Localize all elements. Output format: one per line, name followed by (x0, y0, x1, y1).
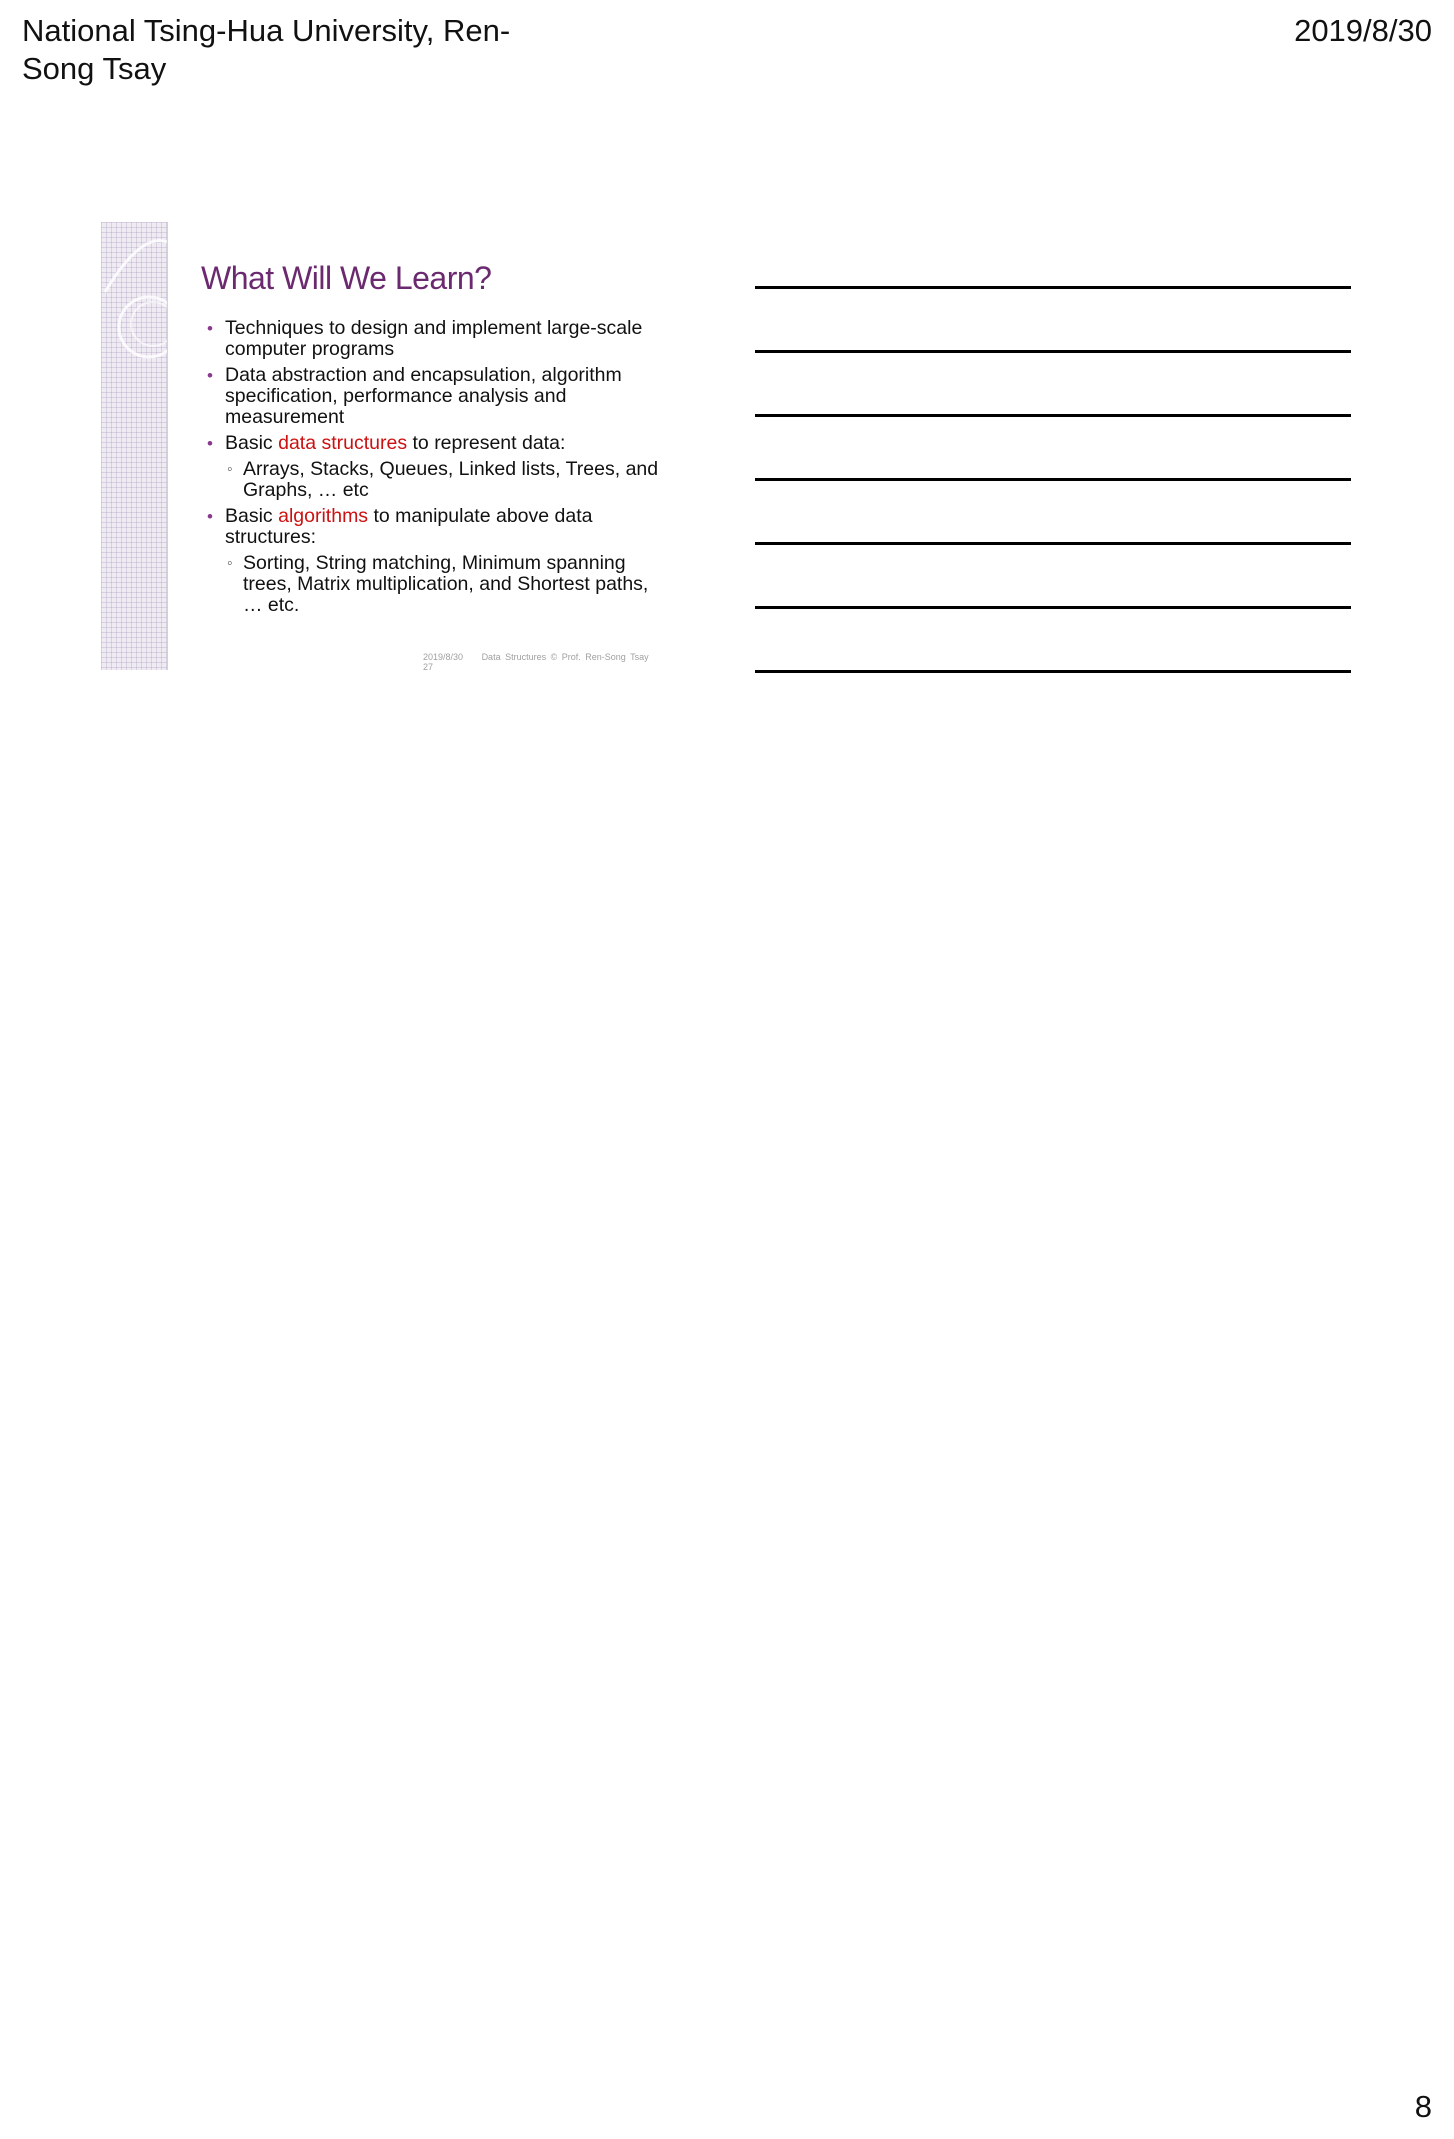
slide-footer (423, 652, 691, 672)
page-number: 8 (1414, 2089, 1432, 2124)
bullet-item (201, 506, 661, 548)
sub-bullet-text: Sorting, String matching, Minimum spanning trees, Matrix multiplication, and Shortest paths, … etc. (243, 552, 649, 616)
slide-footer-date: 2019/8/30 (423, 652, 464, 662)
sub-bullet-item (201, 459, 661, 501)
slide-ornament-icon (101, 222, 167, 362)
slide-thumbnail (101, 222, 691, 670)
bullet-text: Basic (225, 432, 279, 454)
slide-decorative-band (101, 222, 168, 670)
note-line (755, 542, 1351, 545)
header-date: 2019/8/30 (1294, 13, 1432, 48)
sub-bullet-item (201, 553, 661, 616)
slide-title: What Will We Learn? (201, 260, 492, 296)
note-line (755, 606, 1351, 609)
note-line (755, 414, 1351, 417)
highlight-text: data structures (278, 432, 408, 454)
slide-body (201, 318, 661, 621)
header-left-title: National Tsing-Hua University, Ren-Song Tsay (22, 13, 511, 86)
note-line (755, 478, 1351, 481)
slide-footer-number: 27 (423, 662, 434, 672)
note-line (755, 286, 1351, 289)
bullet-text: to manipulate above data structures: (225, 505, 593, 548)
bullet-item (201, 365, 661, 428)
bullet-text: Techniques to design and implement large-scale computer programs (225, 317, 643, 360)
slide-footer-credit: Data Structures © Prof. Ren-Song Tsay (481, 652, 649, 662)
bullet-text: Data abstraction and encapsulation, algorithm specification, performance analysis and measurement (225, 364, 622, 428)
bullet-item (201, 433, 661, 454)
bullet-text: Basic (225, 505, 279, 527)
note-line (755, 350, 1351, 353)
bullet-text: to represent data: (407, 432, 566, 454)
sub-bullet-text: Arrays, Stacks, Queues, Linked lists, Trees, and Graphs, … etc (243, 458, 659, 501)
highlight-text: algorithms (278, 505, 369, 527)
bullet-item (201, 318, 661, 360)
note-line (755, 670, 1351, 673)
